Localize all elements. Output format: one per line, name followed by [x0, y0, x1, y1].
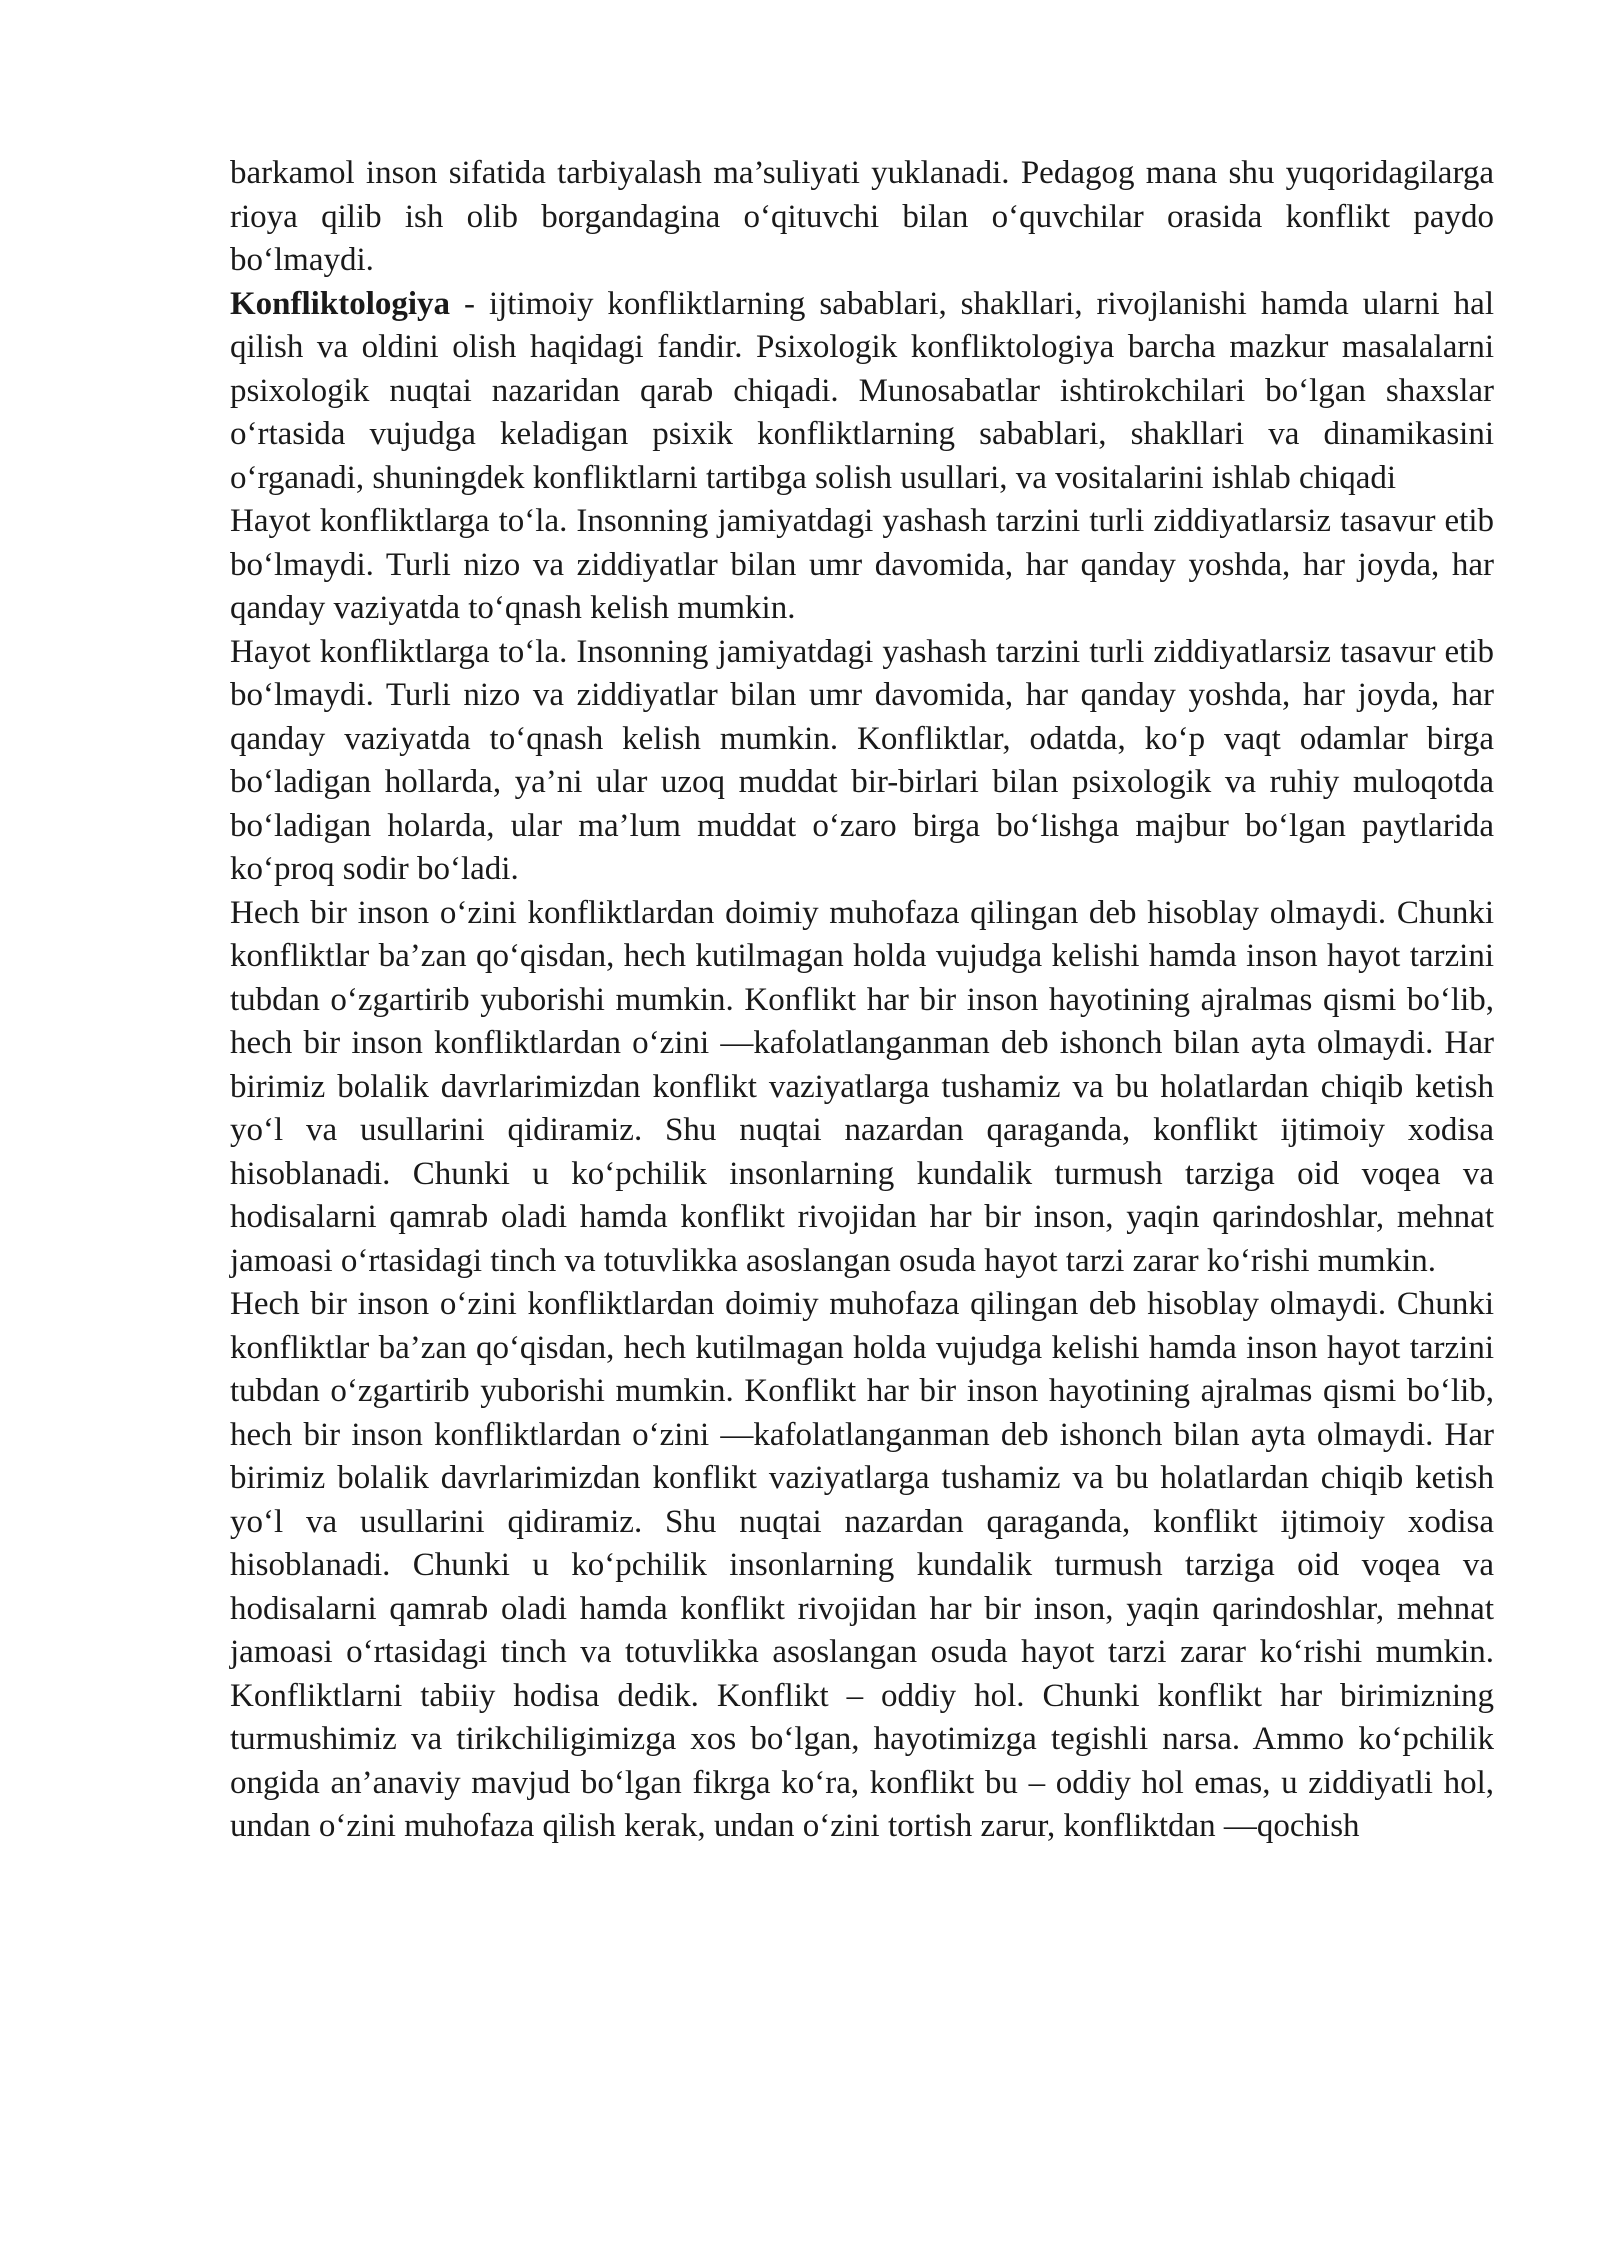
paragraph-hech-bir-inson-2: Hech bir inson o‘zini konfliktlardan doimiy muhofaza qilingan deb hisoblay olmaydi. Chunki konfliktlar ba’zan qo‘qisdan, hech kutilmagan holda vujudga kelishi hamda inson hayot tarzini tubdan o‘zgartirib yuborishi mumkin. Konflikt har bir inson hayotining ajralmas qismi bo‘lib, hech bir inson konfliktlardan o‘zini —kafolatlanganman deb ishonch bilan ayta olmaydi. Har birimiz bolalik davrlarimizdan konflikt vaziyatlarga tushamiz va bu holatlardan chiqib ketish yo‘l va usullarini qidiramiz. Shu nuqtai nazardan qaraganda, konflikt ijtimoiy xodisa hisoblanadi. Chunki u ko‘pchilik insonlarning kundalik turmush tarziga oid voqea va hodisalarni qamrab oladi hamda konflikt rivojidan har bir inson, yaqin qarindoshlar, mehnat jamoasi o‘rtasidagi tinch va totuvlikka asoslangan osuda hayot tarzi zarar ko‘rishi mumkin. Konfliktlarni tabiiy hodisa dedik. Konflikt – oddiy hol. Chunki konflikt har birimizning turmushimiz va tirikchiligimizga xos bo‘lgan, hayotimizga tegishli narsa. Ammo ko‘pchilik ongida an’anaviy mavjud bo‘lgan fikrga ko‘ra, konflikt bu – oddiy hol emas, u ziddiyatli hol, undan o‘zini muhofaza qilish kerak, undan o‘zini tortish zarur, konfliktdan —qochish	[230, 1286, 1494, 1844]
defined-term: Konfliktologiya	[230, 285, 451, 322]
paragraph-hayot-konfliktlarga-2: Hayot konfliktlarga to‘la. Insonning jamiyatdagi yashash tarzini turli ziddiyatlarsiz tasavur etib bo‘lmaydi. Turli nizo va ziddiyatlar bilan umr davomida, har qanday yoshda, har joyda, har qanday vaziyatda to‘qnash kelish mumkin. Konfliktlar, odatda, ko‘p vaqt odamlar birga bo‘ladigan hollarda, ya’ni ular uzoq muddat bir-birlari bilan psixologik va ruhiy muloqotda bo‘ladigan holarda, ular ma’lum muddat o‘zaro birga bo‘lishga majbur bo‘lgan paytlarida ko‘proq sodir bo‘ladi.	[230, 633, 1494, 887]
paragraph-hech-bir-inson-1: Hech bir inson o‘zini konfliktlardan doimiy muhofaza qilingan deb hisoblay olmaydi. Chunki konfliktlar ba’zan qo‘qisdan, hech kutilmagan holda vujudga kelishi hamda inson hayot tarzini tubdan o‘zgartirib yuborishi mumkin. Konflikt har bir inson hayotining ajralmas qismi bo‘lib, hech bir inson konfliktlardan o‘zini —kafolatlanganman deb ishonch bilan ayta olmaydi. Har birimiz bolalik davrlarimizdan konflikt vaziyatlarga tushamiz va bu holatlardan chiqib ketish yo‘l va usullarini qidiramiz. Shu nuqtai nazardan qaraganda, konflikt ijtimoiy xodisa hisoblanadi. Chunki u ko‘pchilik insonlarning kundalik turmush tarziga oid voqea va hodisalarni qamrab oladi hamda konflikt rivojidan har bir inson, yaqin qarindoshlar, mehnat jamoasi o‘rtasidagi tinch va totuvlikka asoslangan osuda hayot tarzi zarar ko‘rishi mumkin.	[230, 894, 1494, 1279]
definition-text: - ijtimoiy konfliktlarning sabablari, shakllari, rivojlanishi hamda ularni hal qilish va oldini olish haqidagi fandir. Psixologik konfliktologiya barcha mazkur masalalarni psixologik nuqtai nazaridan qarab chiqadi. Munosabatlar ishtirokchilari bo‘lgan shaxslar o‘rtasida vujudga keladigan psixik konfliktlarning sabablari, shakllari va dinamikasini o‘rganadi, shuningdek konfliktlarni tartibga solish usullari, va vositalarini ishlab chiqadi	[230, 285, 1494, 496]
document-page	[230, 152, 1494, 1849]
paragraph-hayot-konfliktlarga-1: Hayot konfliktlarga to‘la. Insonning jamiyatdagi yashash tarzini turli ziddiyatlarsiz tasavur etib bo‘lmaydi. Turli nizo va ziddiyatlar bilan umr davomida, har qanday yoshda, har joyda, har qanday vaziyatda to‘qnash kelish mumkin.	[230, 503, 1494, 626]
paragraph-konfliktologiya-definition	[230, 283, 1494, 501]
paragraph-intro-continuation: barkamol inson sifatida tarbiyalash ma’suliyati yuklanadi. Pedagog mana shu yuqoridagilarga rioya qilib ish olib borgandagina o‘qituvchi bilan o‘quvchilar orasida konflikt paydo bo‘lmaydi.	[230, 155, 1494, 278]
